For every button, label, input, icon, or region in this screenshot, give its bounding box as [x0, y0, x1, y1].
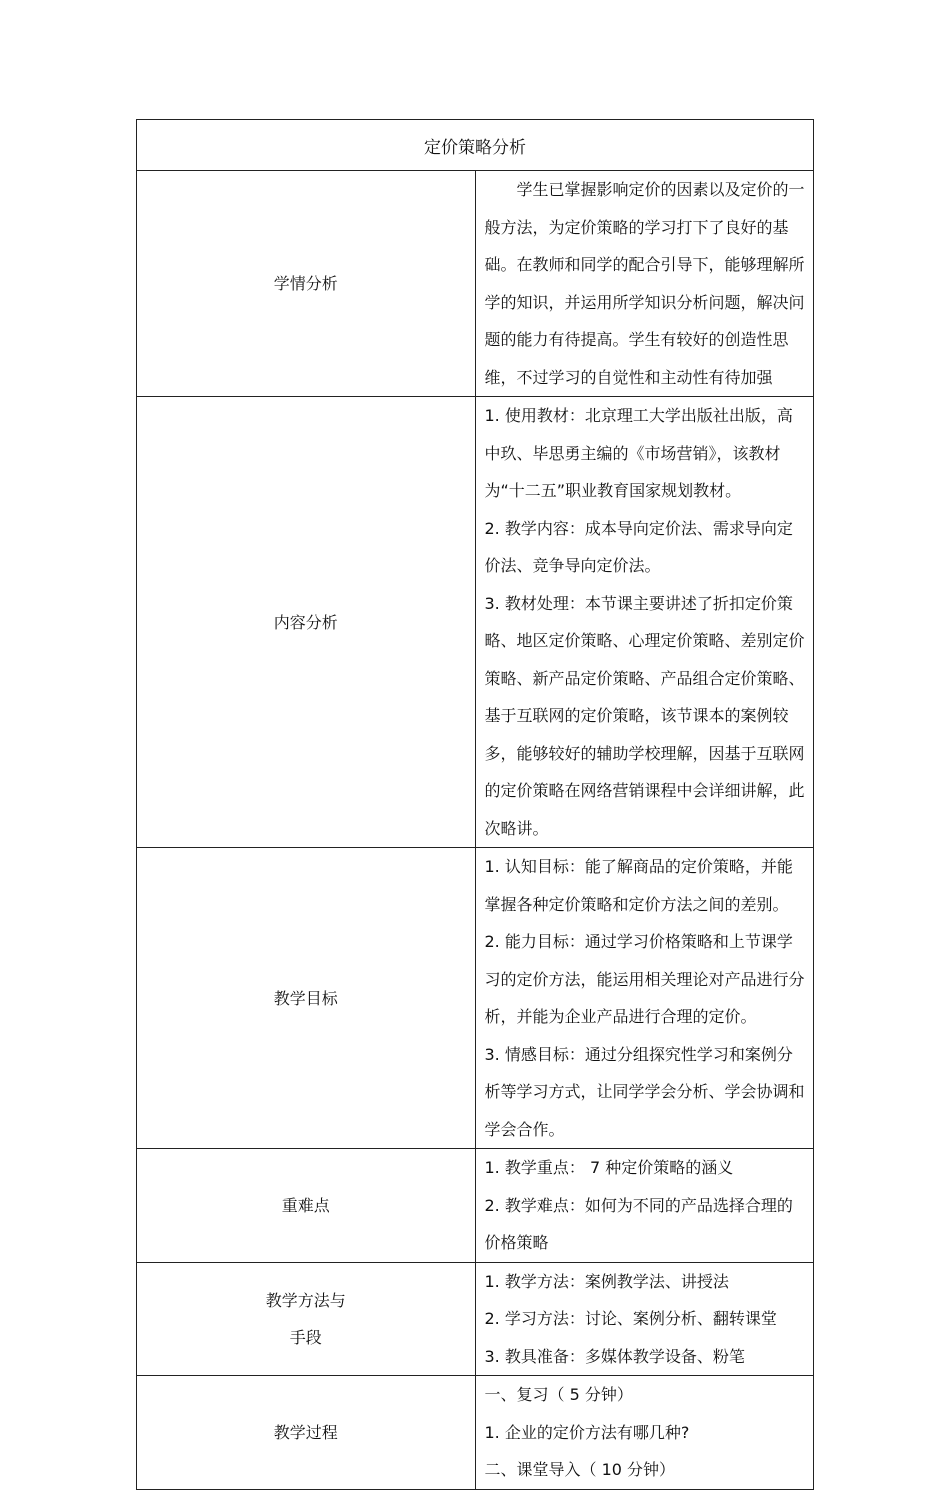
objective-item-2: 2. 能力目标：通过学习价格策略和上节课学习的定价方法，能运用相关理论对产品进行分析，并能为企业产品进行合理的定价。 [484, 932, 805, 1026]
method-item-3: 3. 教具准备：多媒体教学设备、粉笔 [484, 1346, 745, 1366]
process-item-1: 一、复习（ 5 分钟） [484, 1385, 633, 1404]
teaching-process-content [475, 1376, 814, 1490]
methods-content [475, 1262, 814, 1376]
teaching-objectives-content [475, 848, 814, 1149]
row-label-key-points: 重难点 [137, 1149, 476, 1263]
table-row [137, 1262, 814, 1376]
content-analysis-item-3: 3. 教材处理：本节课主要讲述了折扣定价策略、地区定价策略、心理定价策略、差别定价策略、新产品定价策略、产品组合定价策略、基于互联网的定价策略，该节课本的案例较多，能够较好的辅助学校理解，因基于互联网的定价策略在网络营销课程中会详细讲解，此次略讲。 [484, 593, 805, 838]
method-item-1: 1. 教学方法：案例教学法、讲授法 [484, 1271, 729, 1291]
row-label-content-analysis: 内容分析 [137, 397, 476, 848]
lesson-plan-table [136, 119, 814, 1490]
learner-analysis-content [475, 171, 814, 397]
table-title: 定价策略分析 [137, 120, 814, 171]
learner-analysis-paragraph: 学生已掌握影响定价的因素以及定价的一般方法，为定价策略的学习打下了良好的基础。在教师和同学的配合引导下，能够理解所学的知识，并运用所学知识分析问题，解决问题的能力有待提高。学生有较好的创造性思维，不过学习的自觉性和主动性有待加强 [484, 180, 805, 387]
table-row [137, 1376, 814, 1490]
key-point-item-1: 1. 教学重点： 7 种定价策略的涵义 [484, 1158, 734, 1177]
process-item-2: 1. 企业的定价方法有哪几种? [484, 1422, 690, 1442]
key-point-item-2: 2. 教学难点：如何为不同的产品选择合理的价格策略 [484, 1195, 793, 1252]
objective-item-3: 3. 情感目标：通过分组探究性学习和案例分析等学习方式，让同学学会分析、学会协调和学会合作。 [484, 1044, 805, 1139]
table-row [137, 1149, 814, 1263]
content-analysis-content [475, 397, 814, 848]
table-row [137, 171, 814, 397]
table-row [137, 397, 814, 848]
method-item-2: 2. 学习方法：讨论、案例分析、翻转课堂 [484, 1309, 777, 1328]
row-label-methods [137, 1262, 476, 1376]
process-item-3: 二、课堂导入（ 10 分钟） [484, 1460, 676, 1479]
methods-label-line-1: 教学方法与 [265, 1290, 346, 1310]
table-row [137, 848, 814, 1149]
key-points-content [475, 1149, 814, 1263]
methods-label-line-2: 手段 [289, 1327, 322, 1347]
row-label-teaching-objectives: 教学目标 [137, 848, 476, 1149]
row-label-teaching-process: 教学过程 [137, 1376, 476, 1490]
objective-item-1: 1. 认知目标：能了解商品的定价策略，并能掌握各种定价策略和定价方法之间的差别。 [484, 857, 793, 914]
content-analysis-item-2: 2. 教学内容：成本导向定价法、需求导向定价法、竞争导向定价法。 [484, 518, 793, 575]
row-label-learner-analysis: 学情分析 [137, 171, 476, 397]
title-row [137, 120, 814, 171]
content-analysis-item-1: 1. 使用教材：北京理工大学出版社出版，高中玖、毕思勇主编的《市场营销》，该教材为“十二五”职业教育国家规划教材。 [484, 406, 793, 500]
